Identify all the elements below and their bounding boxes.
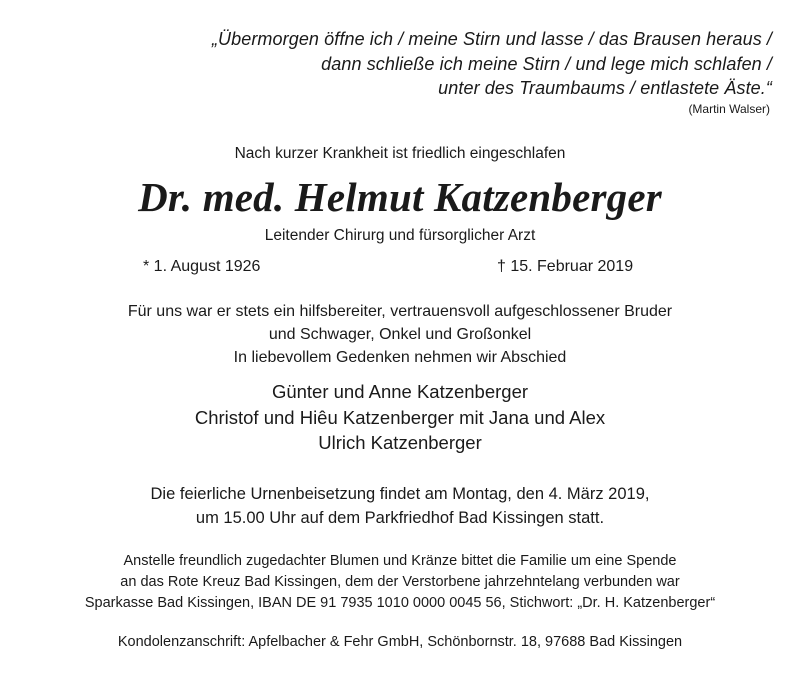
donation-line: an das Rote Kreuz Bad Kissingen, dem der Verstorbene jahrzehntelang verbunden war <box>120 574 680 590</box>
donation-line: Sparkasse Bad Kissingen, IBAN DE 91 7935 1010 0000 0045 56, Stichwort: „Dr. H. Katzenberger“ <box>84 595 716 611</box>
donation-line: Anstelle freundlich zugedachter Blumen und Kränze bittet die Familie um eine Spende <box>123 553 677 569</box>
message-line: In liebevollem Gedenken nehmen wir Abschied <box>233 349 567 366</box>
donation-info <box>0 551 800 614</box>
mourners-list <box>0 379 800 456</box>
funeral-info <box>0 482 800 530</box>
quote-author: (Martin Walser) <box>688 102 770 116</box>
birth-date: * 1. August 1926 <box>143 258 261 275</box>
mourner: Günter und Anne Katzenberger <box>271 381 529 402</box>
quote-line: dann schließe ich meine Stirn / und lege mich schlafen / <box>321 53 772 74</box>
mourner: Christof und Hiêu Katzenberger mit Jana und Alex <box>194 406 606 428</box>
quote-line: unter des Traumbaums / entlastete Äste.“ <box>438 78 772 98</box>
deceased-role: Leitender Chirurg und fürsorglicher Arzt <box>264 227 536 244</box>
condolence-address: Kondolenzanschrift: Apfelbacher & Fehr GmbH, Schönbornstr. 18, 97688 Bad Kissingen <box>117 634 683 650</box>
quote-line: „Übermorgen öffne ich / meine Stirn und lasse / das Brausen heraus / <box>211 29 772 49</box>
funeral-line: um 15.00 Uhr auf dem Parkfriedhof Bad Kissingen statt. <box>195 509 605 527</box>
epigraph-quote <box>72 27 772 101</box>
message-line: und Schwager, Onkel und Großonkel <box>268 326 532 343</box>
message-line: Für uns war er stets ein hilfsbereiter, vertrauensvoll aufgeschlossener Bruder <box>127 303 673 320</box>
funeral-line: Die feierliche Urnenbeisetzung findet am Montag, den 4. März 2019, <box>150 485 650 503</box>
mourner: Ulrich Katzenberger <box>318 432 482 453</box>
deceased-name: Dr. med. Helmut Katzenberger <box>138 174 662 220</box>
intro-text: Nach kurzer Krankheit ist friedlich eingeschlafen <box>234 145 566 162</box>
family-message <box>0 300 800 369</box>
death-date: † 15. Februar 2019 <box>497 258 634 275</box>
